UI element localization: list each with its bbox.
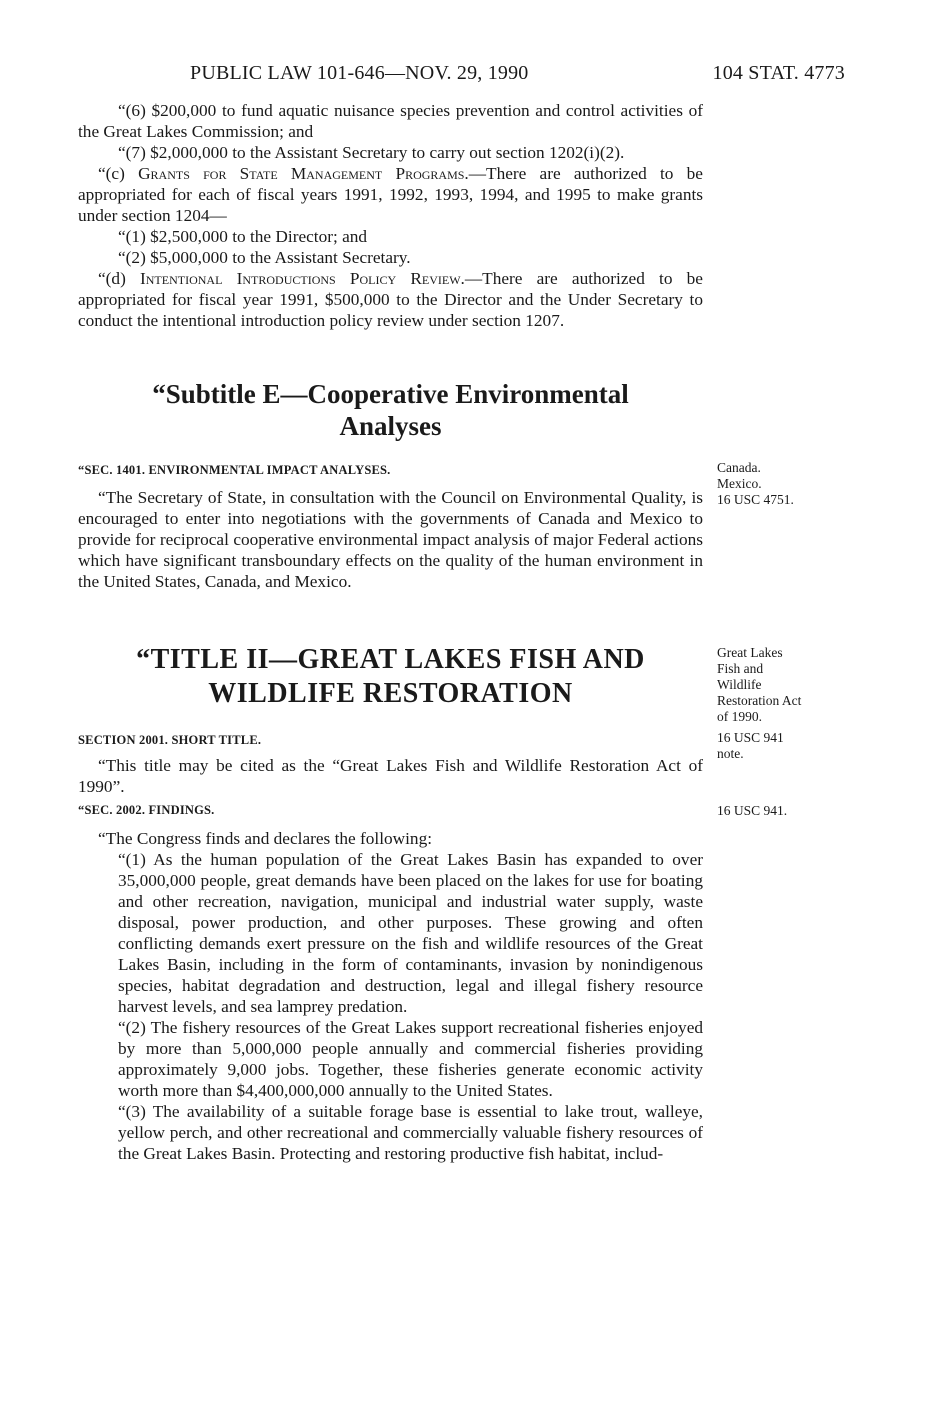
margin-note-line: Fish and <box>717 661 764 676</box>
subtitle-e-line1: “Subtitle E—Cooperative Environmental <box>152 379 629 409</box>
appropriations-block <box>78 100 703 331</box>
subsection-c-heading: Grants for State Management Programs <box>138 164 465 183</box>
finding-3 <box>78 1101 703 1164</box>
section-1401-body <box>78 487 703 592</box>
section-2001-text: “This title may be cited as the “Great Lakes Fish and Wildlife Restoration Act of 1990”. <box>78 756 703 796</box>
paragraph-7: “(7) $2,000,000 to the Assistant Secretary to carry out section 1202(i)(2). <box>118 143 625 162</box>
margin-note-line: Great Lakes <box>717 645 783 660</box>
paragraph-c2: “(2) $5,000,000 to the Assistant Secretary. <box>118 248 411 267</box>
subsection-d <box>78 268 703 331</box>
margin-note-usc-941-note-line1: 16 USC 941 <box>717 730 784 745</box>
title-ii-line2: WILDLIFE RESTORATION <box>208 678 573 709</box>
subsection-c-text: .—There are authorized to be appropriated for each of fiscal years 1991, 1992, 1993, 1994, and 1995 to make grants under section 1204— <box>78 164 703 225</box>
subsection-d-prefix: “(d) <box>98 269 141 288</box>
finding-1 <box>78 849 703 1017</box>
margin-note-short-title <box>717 645 847 762</box>
margin-note-mexico: Mexico. <box>717 476 762 491</box>
section-1401-heading: “SEC. 1401. ENVIRONMENTAL IMPACT ANALYSES. <box>78 463 391 477</box>
section-2002-body <box>78 828 703 1164</box>
margin-note-line: of 1990. <box>717 709 762 724</box>
subtitle-e-line2: Analyses <box>339 411 442 441</box>
finding-2-text: “(2) The fishery resources of the Great Lakes support recreational fisheries enjoyed by more than 5,000,000 people annually and commercial fisheries providing approximately 9,000 jobs. Together, these fisheries generate economic activity worth more than $4,400,000,000 annually to the United States. <box>118 1018 703 1100</box>
findings-intro: “The Congress finds and declares the following: <box>98 829 433 848</box>
finding-3-text: “(3) The availability of a suitable forage base is essential to lake trout, walleye, yellow perch, and other recreational and commercially valuable fishery resources of the Great Lakes Basin. Protecting and restoring productive fish habitat, includ- <box>118 1102 703 1163</box>
header-law-citation: PUBLIC LAW 101-646—NOV. 29, 1990 <box>190 62 529 84</box>
subsection-d-heading: Intentional Introductions Policy Review <box>140 269 461 288</box>
subsection-c-prefix: “(c) <box>98 164 139 183</box>
title-ii-line1: “TITLE II—GREAT LAKES FISH AND <box>136 644 645 675</box>
section-2001-heading: SECTION 2001. SHORT TITLE. <box>78 733 262 747</box>
subsection-d-text: .—There are authorized to be appropriated for fiscal year 1991, $500,000 to the Director and the Under Secretary to conduct the intentional introduction policy review under section 1207. <box>78 269 703 330</box>
paragraph-c1: “(1) $2,500,000 to the Director; and <box>118 227 368 246</box>
header-stat-page: 104 STAT. 4773 <box>712 62 845 84</box>
finding-1-text: “(1) As the human population of the Great Lakes Basin has expanded to over 35,000,000 people, great demands have been placed on the lakes for use for boating and other recreation, navigation, municipal and industrial water supply, waste disposal, power production, and other purposes. These growing and often conflicting demands exert pressure on the fish and wildlife resources of the Great Lakes Basin, including in the form of contaminants, invasion by nonindigenous species, habitat degradation and destruction, legal and illegal fishery resource harvest levels, and sea lamprey predation. <box>118 850 703 1016</box>
margin-note-usc-941-note-line2: note. <box>717 746 744 761</box>
title-ii-heading <box>78 643 703 711</box>
margin-note-line: Wildlife <box>717 677 762 692</box>
subtitle-e-heading <box>78 378 703 442</box>
section-2001-body <box>78 755 703 797</box>
subsection-c <box>78 163 703 226</box>
margin-note-line: Restoration Act <box>717 693 802 708</box>
running-header <box>190 58 845 88</box>
margin-note-usc-4751: 16 USC 4751. <box>717 492 794 507</box>
margin-note-usc-941: 16 USC 941. <box>717 803 788 818</box>
section-1401-text: “The Secretary of State, in consultation with the Council on Environmental Quality, is encouraged to enter into negotiations with the governments of Canada and Mexico to provide for reciprocal cooperative environmental impact analysis of major Federal actions which have significant transboundary effects on the quality of the human environment in the United States, Canada, and Mexico. <box>78 488 703 591</box>
section-2002-heading: “SEC. 2002. FINDINGS. <box>78 803 215 817</box>
margin-note-canada: Canada. <box>717 460 761 475</box>
finding-2 <box>78 1017 703 1101</box>
paragraph-6: “(6) $200,000 to fund aquatic nuisance species prevention and control activities of the Great Lakes Commission; and <box>78 101 703 141</box>
margin-note-canada-mexico <box>717 460 847 508</box>
